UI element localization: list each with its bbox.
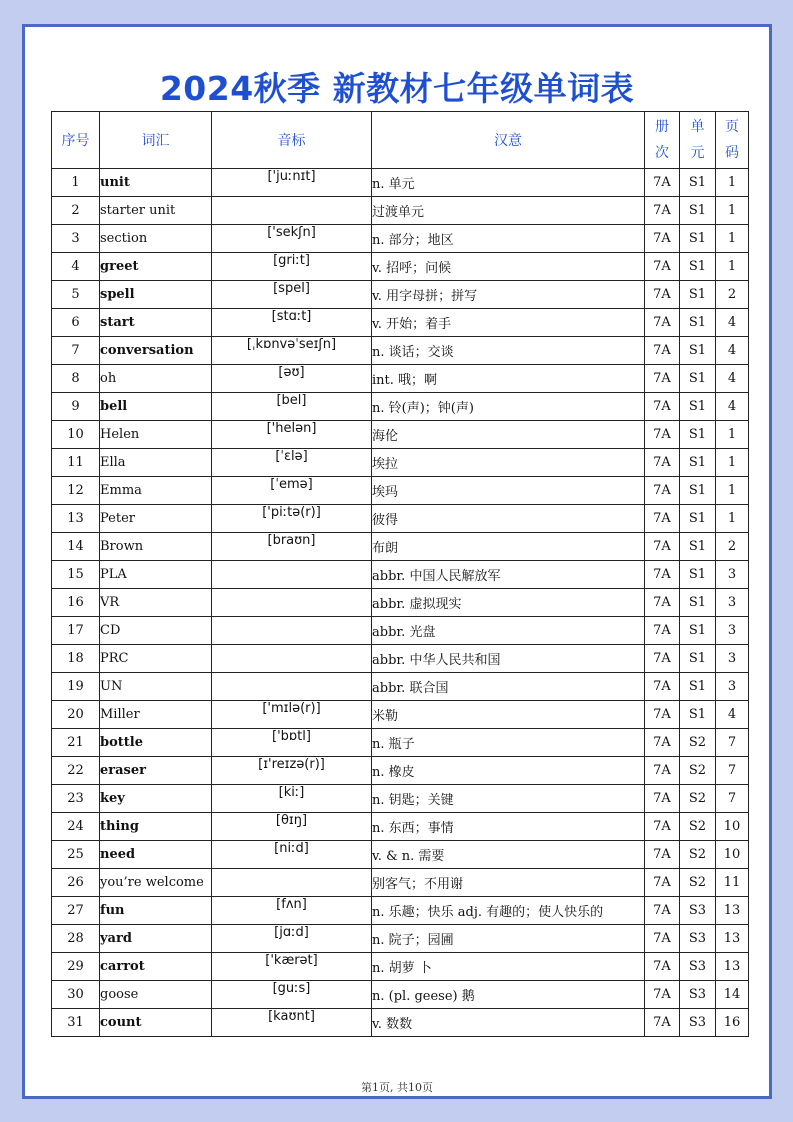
table-row xyxy=(52,309,749,337)
row-book: 7A xyxy=(645,309,680,337)
row-word: goose xyxy=(100,981,212,1009)
header-page-line-1: 页 xyxy=(725,119,739,135)
row-number: 11 xyxy=(52,449,100,477)
row-book: 7A xyxy=(645,197,680,225)
row-book: 7A xyxy=(645,1009,680,1037)
row-unit: S2 xyxy=(680,729,716,757)
row-meaning: v. & n. 需要 xyxy=(372,841,645,869)
row-meaning: n. 东西；事情 xyxy=(372,813,645,841)
row-phonetic: [ɪ'reɪzə(r)] xyxy=(212,757,372,785)
row-unit: S1 xyxy=(680,393,716,421)
row-book: 7A xyxy=(645,673,680,701)
row-unit: S1 xyxy=(680,617,716,645)
table-row xyxy=(52,533,749,561)
row-unit: S1 xyxy=(680,197,716,225)
row-meaning: 埃玛 xyxy=(372,477,645,505)
row-page: 13 xyxy=(716,897,749,925)
row-unit: S3 xyxy=(680,1009,716,1037)
row-unit: S1 xyxy=(680,477,716,505)
row-number: 20 xyxy=(52,701,100,729)
row-unit: S1 xyxy=(680,505,716,533)
row-phonetic: [jɑːd] xyxy=(212,925,372,953)
table-row xyxy=(52,897,749,925)
row-meaning: int. 哦；啊 xyxy=(372,365,645,393)
row-meaning: v. 用字母拼；拼写 xyxy=(372,281,645,309)
row-page: 13 xyxy=(716,925,749,953)
row-phonetic: ['bɒtl] xyxy=(212,729,372,757)
row-word: PLA xyxy=(100,561,212,589)
row-meaning: 彼得 xyxy=(372,505,645,533)
row-page: 4 xyxy=(716,337,749,365)
row-book: 7A xyxy=(645,925,680,953)
row-book: 7A xyxy=(645,841,680,869)
row-number: 4 xyxy=(52,253,100,281)
row-book: 7A xyxy=(645,589,680,617)
row-unit: S3 xyxy=(680,897,716,925)
row-number: 16 xyxy=(52,589,100,617)
row-phonetic: [ˈɛlə] xyxy=(212,449,372,477)
row-phonetic xyxy=(212,197,372,225)
row-number: 10 xyxy=(52,421,100,449)
row-meaning: abbr. 中国人民解放军 xyxy=(372,561,645,589)
table-row xyxy=(52,281,749,309)
table-row xyxy=(52,981,749,1009)
row-meaning: n. 胡萝 卜 xyxy=(372,953,645,981)
row-number: 8 xyxy=(52,365,100,393)
row-word: spell xyxy=(100,281,212,309)
row-book: 7A xyxy=(645,729,680,757)
header-number: 序号 xyxy=(52,112,100,169)
page-footer: 第1页, 共10页 xyxy=(361,1081,433,1094)
row-book: 7A xyxy=(645,225,680,253)
row-number: 9 xyxy=(52,393,100,421)
row-page: 3 xyxy=(716,561,749,589)
row-meaning: n. 钥匙；关键 xyxy=(372,785,645,813)
row-meaning: n. 瓶子 xyxy=(372,729,645,757)
row-word: Helen xyxy=(100,421,212,449)
row-unit: S1 xyxy=(680,253,716,281)
row-word: starter unit xyxy=(100,197,212,225)
row-page: 1 xyxy=(716,253,749,281)
table-row xyxy=(52,617,749,645)
row-number: 18 xyxy=(52,645,100,673)
row-page: 11 xyxy=(716,869,749,897)
row-book: 7A xyxy=(645,617,680,645)
row-word: bottle xyxy=(100,729,212,757)
row-book: 7A xyxy=(645,365,680,393)
row-unit: S1 xyxy=(680,365,716,393)
row-word: CD xyxy=(100,617,212,645)
row-phonetic: [niːd] xyxy=(212,841,372,869)
row-word: start xyxy=(100,309,212,337)
row-unit: S3 xyxy=(680,953,716,981)
row-number: 12 xyxy=(52,477,100,505)
table-row xyxy=(52,729,749,757)
row-book: 7A xyxy=(645,869,680,897)
table-row xyxy=(52,953,749,981)
row-number: 1 xyxy=(52,169,100,197)
vocabulary-table xyxy=(51,111,749,1037)
row-number: 13 xyxy=(52,505,100,533)
row-word: conversation xyxy=(100,337,212,365)
table-row xyxy=(52,813,749,841)
row-word: thing xyxy=(100,813,212,841)
table-row xyxy=(52,925,749,953)
table-row xyxy=(52,169,749,197)
row-number: 21 xyxy=(52,729,100,757)
row-meaning: 米勒 xyxy=(372,701,645,729)
row-book: 7A xyxy=(645,169,680,197)
table-body xyxy=(52,169,749,1037)
row-meaning: n. 院子；园圃 xyxy=(372,925,645,953)
row-phonetic: ['piːtə(r)] xyxy=(212,505,372,533)
row-number: 28 xyxy=(52,925,100,953)
row-phonetic: [bel] xyxy=(212,393,372,421)
header-book xyxy=(645,112,680,169)
table-row xyxy=(52,589,749,617)
table-header-row xyxy=(52,112,749,169)
row-page: 1 xyxy=(716,197,749,225)
row-phonetic xyxy=(212,617,372,645)
table-row xyxy=(52,477,749,505)
header-page-line-2: 码 xyxy=(725,145,739,161)
row-unit: S1 xyxy=(680,589,716,617)
row-page: 3 xyxy=(716,673,749,701)
row-number: 6 xyxy=(52,309,100,337)
row-number: 19 xyxy=(52,673,100,701)
row-phonetic xyxy=(212,645,372,673)
row-meaning: 过渡单元 xyxy=(372,197,645,225)
row-word: unit xyxy=(100,169,212,197)
header-word: 词汇 xyxy=(100,112,212,169)
row-phonetic: ['sekʃn] xyxy=(212,225,372,253)
row-unit: S3 xyxy=(680,981,716,1009)
row-unit: S3 xyxy=(680,925,716,953)
row-number: 29 xyxy=(52,953,100,981)
row-meaning: 埃拉 xyxy=(372,449,645,477)
table-row xyxy=(52,869,749,897)
row-meaning: n. 部分；地区 xyxy=(372,225,645,253)
row-book: 7A xyxy=(645,897,680,925)
header-unit-line-2: 元 xyxy=(690,145,705,161)
row-word: you’re welcome xyxy=(100,869,212,897)
header-book-line-1: 册 xyxy=(655,119,669,135)
row-phonetic: [θɪŋ] xyxy=(212,813,372,841)
row-page: 13 xyxy=(716,953,749,981)
row-number: 22 xyxy=(52,757,100,785)
row-number: 7 xyxy=(52,337,100,365)
header-unit xyxy=(680,112,716,169)
row-book: 7A xyxy=(645,645,680,673)
row-book: 7A xyxy=(645,813,680,841)
row-page: 1 xyxy=(716,169,749,197)
header-book-line-2: 次 xyxy=(655,145,669,161)
row-meaning: v. 开始；着手 xyxy=(372,309,645,337)
row-meaning: n. 乐趣；快乐 adj. 有趣的；使人快乐的 xyxy=(372,897,645,925)
table-row xyxy=(52,393,749,421)
table-row xyxy=(52,645,749,673)
row-meaning: n. 谈话；交谈 xyxy=(372,337,645,365)
row-page: 7 xyxy=(716,729,749,757)
row-word: eraser xyxy=(100,757,212,785)
row-unit: S1 xyxy=(680,673,716,701)
row-unit: S2 xyxy=(680,757,716,785)
row-page: 14 xyxy=(716,981,749,1009)
row-word: VR xyxy=(100,589,212,617)
row-phonetic: [ˌkɒnvəˈseɪʃn] xyxy=(212,337,372,365)
row-page: 1 xyxy=(716,421,749,449)
table-row xyxy=(52,841,749,869)
row-unit: S1 xyxy=(680,449,716,477)
table-row xyxy=(52,365,749,393)
table-row xyxy=(52,505,749,533)
row-unit: S1 xyxy=(680,169,716,197)
row-page: 4 xyxy=(716,701,749,729)
row-number: 3 xyxy=(52,225,100,253)
row-word: Emma xyxy=(100,477,212,505)
row-phonetic: ['helən] xyxy=(212,421,372,449)
row-phonetic: [guːs] xyxy=(212,981,372,1009)
row-phonetic xyxy=(212,673,372,701)
table-row xyxy=(52,561,749,589)
row-meaning: n. 橡皮 xyxy=(372,757,645,785)
header-unit-line-1: 单 xyxy=(690,119,705,135)
row-page: 3 xyxy=(716,617,749,645)
row-meaning: abbr. 光盘 xyxy=(372,617,645,645)
row-page: 7 xyxy=(716,757,749,785)
row-unit: S1 xyxy=(680,561,716,589)
row-page: 16 xyxy=(716,1009,749,1037)
row-phonetic: ['mɪlə(r)] xyxy=(212,701,372,729)
row-word: greet xyxy=(100,253,212,281)
row-number: 15 xyxy=(52,561,100,589)
row-meaning: n. 铃(声)；钟(声) xyxy=(372,393,645,421)
table-row xyxy=(52,337,749,365)
row-meaning: 布朗 xyxy=(372,533,645,561)
table-row xyxy=(52,197,749,225)
row-word: oh xyxy=(100,365,212,393)
row-meaning: abbr. 联合国 xyxy=(372,673,645,701)
row-unit: S2 xyxy=(680,785,716,813)
row-unit: S2 xyxy=(680,841,716,869)
row-phonetic: [kaʊnt] xyxy=(212,1009,372,1037)
row-word: UN xyxy=(100,673,212,701)
row-book: 7A xyxy=(645,981,680,1009)
row-phonetic: ['juːnɪt] xyxy=(212,169,372,197)
row-phonetic: [ˈemə] xyxy=(212,477,372,505)
row-word: Brown xyxy=(100,533,212,561)
row-meaning: 海伦 xyxy=(372,421,645,449)
row-phonetic: ['kærət] xyxy=(212,953,372,981)
row-book: 7A xyxy=(645,785,680,813)
page-title: 2024秋季 新教材七年级单词表 xyxy=(159,69,635,108)
table-row xyxy=(52,225,749,253)
table-row xyxy=(52,253,749,281)
row-meaning: abbr. 虚拟现实 xyxy=(372,589,645,617)
row-word: Miller xyxy=(100,701,212,729)
row-word: count xyxy=(100,1009,212,1037)
row-unit: S1 xyxy=(680,337,716,365)
header-phonetic: 音标 xyxy=(212,112,372,169)
row-page: 4 xyxy=(716,365,749,393)
row-number: 27 xyxy=(52,897,100,925)
row-page: 2 xyxy=(716,533,749,561)
table-row xyxy=(52,1009,749,1037)
row-number: 26 xyxy=(52,869,100,897)
row-book: 7A xyxy=(645,953,680,981)
row-phonetic: [stɑːt] xyxy=(212,309,372,337)
row-page: 4 xyxy=(716,393,749,421)
table-row xyxy=(52,757,749,785)
row-word: yard xyxy=(100,925,212,953)
row-page: 2 xyxy=(716,281,749,309)
row-book: 7A xyxy=(645,533,680,561)
row-word: key xyxy=(100,785,212,813)
row-unit: S1 xyxy=(680,225,716,253)
row-page: 1 xyxy=(716,477,749,505)
row-phonetic: [kiː] xyxy=(212,785,372,813)
row-book: 7A xyxy=(645,505,680,533)
row-unit: S1 xyxy=(680,533,716,561)
row-meaning: v. 招呼；问候 xyxy=(372,253,645,281)
row-number: 31 xyxy=(52,1009,100,1037)
row-number: 5 xyxy=(52,281,100,309)
table-row xyxy=(52,701,749,729)
table-row xyxy=(52,449,749,477)
row-page: 7 xyxy=(716,785,749,813)
row-book: 7A xyxy=(645,477,680,505)
header-meaning: 汉意 xyxy=(372,112,645,169)
row-book: 7A xyxy=(645,561,680,589)
row-word: fun xyxy=(100,897,212,925)
row-unit: S2 xyxy=(680,869,716,897)
row-page: 1 xyxy=(716,505,749,533)
row-phonetic: [braʊn] xyxy=(212,533,372,561)
row-word: section xyxy=(100,225,212,253)
row-phonetic: [əʊ] xyxy=(212,365,372,393)
row-unit: S1 xyxy=(680,645,716,673)
row-phonetic xyxy=(212,561,372,589)
row-page: 10 xyxy=(716,813,749,841)
row-number: 2 xyxy=(52,197,100,225)
row-phonetic xyxy=(212,589,372,617)
row-word: carrot xyxy=(100,953,212,981)
row-book: 7A xyxy=(645,701,680,729)
row-number: 14 xyxy=(52,533,100,561)
row-number: 24 xyxy=(52,813,100,841)
row-meaning: abbr. 中华人民共和国 xyxy=(372,645,645,673)
header-page xyxy=(716,112,749,169)
table-row xyxy=(52,673,749,701)
row-page: 3 xyxy=(716,645,749,673)
row-word: need xyxy=(100,841,212,869)
row-phonetic: [griːt] xyxy=(212,253,372,281)
row-book: 7A xyxy=(645,253,680,281)
row-unit: S1 xyxy=(680,421,716,449)
row-meaning: n. 单元 xyxy=(372,169,645,197)
row-page: 4 xyxy=(716,309,749,337)
document-page xyxy=(22,24,772,1099)
row-number: 17 xyxy=(52,617,100,645)
row-meaning: v. 数数 xyxy=(372,1009,645,1037)
row-phonetic: [spel] xyxy=(212,281,372,309)
row-page: 1 xyxy=(716,449,749,477)
row-unit: S2 xyxy=(680,813,716,841)
row-book: 7A xyxy=(645,421,680,449)
row-number: 23 xyxy=(52,785,100,813)
row-page: 3 xyxy=(716,589,749,617)
row-page: 1 xyxy=(716,225,749,253)
row-word: bell xyxy=(100,393,212,421)
row-unit: S1 xyxy=(680,281,716,309)
row-book: 7A xyxy=(645,281,680,309)
row-book: 7A xyxy=(645,337,680,365)
row-phonetic: [fʌn] xyxy=(212,897,372,925)
row-book: 7A xyxy=(645,449,680,477)
table-row xyxy=(52,421,749,449)
row-unit: S1 xyxy=(680,701,716,729)
row-unit: S1 xyxy=(680,309,716,337)
row-book: 7A xyxy=(645,757,680,785)
row-number: 25 xyxy=(52,841,100,869)
row-word: PRC xyxy=(100,645,212,673)
row-word: Peter xyxy=(100,505,212,533)
row-meaning: n. (pl. geese) 鹅 xyxy=(372,981,645,1009)
row-meaning: 别客气；不用谢 xyxy=(372,869,645,897)
row-phonetic xyxy=(212,869,372,897)
row-number: 30 xyxy=(52,981,100,1009)
row-word: Ella xyxy=(100,449,212,477)
table-row xyxy=(52,785,749,813)
row-page: 10 xyxy=(716,841,749,869)
row-book: 7A xyxy=(645,393,680,421)
